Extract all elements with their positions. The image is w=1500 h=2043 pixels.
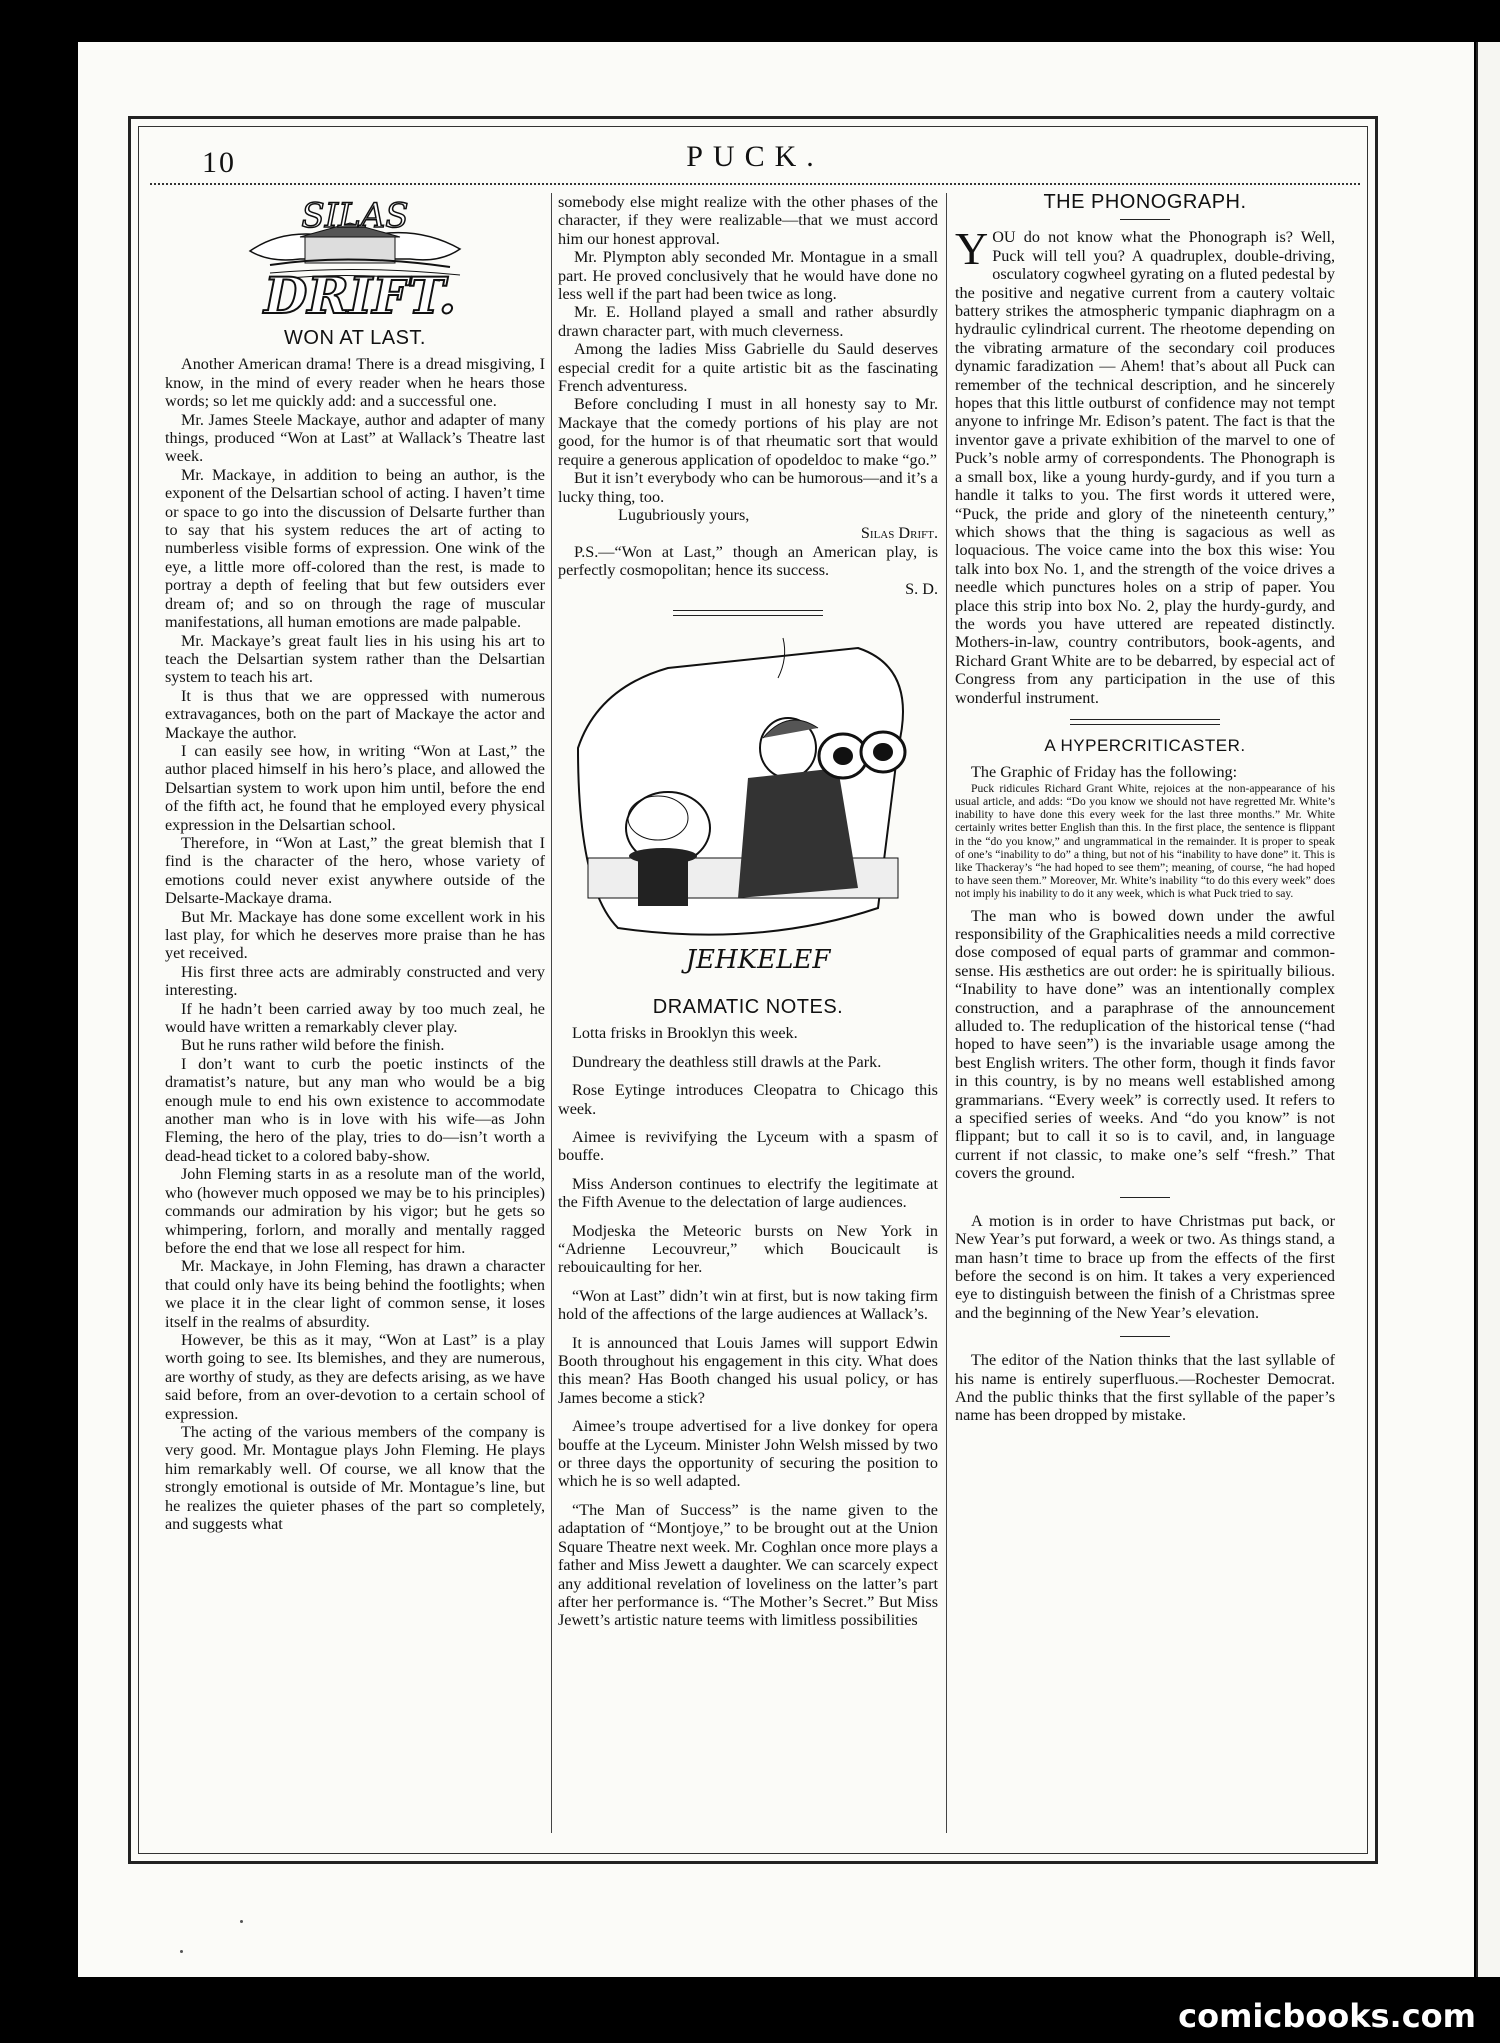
paragraph: It is thus that we are oppressed with numerous extravagances, both on the part of Mackaye the actor and Mackaye the author. xyxy=(165,686,545,742)
page-header xyxy=(150,140,1360,180)
note-item: Lotta frisks in Brooklyn this week. xyxy=(572,1024,798,1043)
cartoon-illustration xyxy=(558,628,938,988)
section-divider xyxy=(1070,719,1220,725)
drop-cap: Y xyxy=(955,223,989,275)
note-item: Modjeska the Meteoric bursts on New York in “Adrienne Lecouvreur,” which Boucicault is rebouicaulting for her. xyxy=(558,1221,938,1277)
paragraph: His first three acts are admirably constructed and very interesting. xyxy=(165,962,545,1000)
note-item: “The Man of Success” is the name given to the adaptation of “Montjoye,” to be brought out at the Union Square Theatre next week. Mr. Coghlan once more plays a father and Miss Jewett a daughter. We can scarcely expect any additional revelation of loveliness on the latter’s part after her performance is. “The Mother’s Secret.” But Miss Jewett’s artistic nature teems with limitless possibilities xyxy=(558,1500,938,1630)
paragraph: I don’t want to curb the poetic instincts of the dramatist’s nature, but any man who would be a big enough mule to end his own existence to accommodate another man who is in love with his wife—as John Fleming, the hero of the play, tries to do—isn’t worth a dead-head ticket to a colored baby-show. xyxy=(165,1054,545,1165)
note-item: “Won at Last” didn’t win at first, but is now taking firm hold of the affections of the large audiences at Wallack’s. xyxy=(558,1286,938,1324)
phonograph-article xyxy=(955,223,1335,707)
section-divider xyxy=(673,610,823,616)
paragraph: However, be this as it may, “Won at Last” is a play worth going to see. Its blemishes, and they are numerous, are worthy of study, as they are defects arising, as we have said before, from an over-devotion to a certain school of expression. xyxy=(165,1330,545,1423)
paragraph: The man who is bowed down under the awful responsibility of the Graphicalities needs a mild corrective dose composed of equal parts of grammar and common-sense. His æsthetics are out order: he is spiritually bilious. “Inability to have done” was an intentionally complex construction, and a paraphrase of the announcement alluded to. The reduplication of the historical tense (“had hoped to have seen”) is the invariable usage among the best English writers. The other form, though it finds favor in this country, is by no means well established among grammarians. “Every week” is correctly used. It refers to a specified series of weeks. And “do you know” is not flippant; but to call it so is to cavil, and, in language current if not classic, to make one’s self “fresh.” That covers the ground. xyxy=(955,906,1335,1183)
note-item: Rose Eytinge introduces Cleopatra to Chicago this week. xyxy=(558,1081,938,1118)
paragraph: Mr. Mackaye, in addition to being an author, is the exponent of the Delsartian school of acting. I haven’t time or space to go into the discussion of Delsarte further than to say that his system reduces the art of acting to numberless visible forms of expression. One wink of the eye, a little more off-colored than the rest, is made to portray a depth of feeling that but few outsiders ever dream of; and so on through the rage of muscular manifestations, all human emotions are made palpable. xyxy=(165,465,545,632)
paragraph: John Fleming starts in as a resolute man of the world, who (however much opposed we may be to his principles) commands our admiration by his vigor; but he gets so whimpering, forlorn, and morally and mentally ragged before the end that we lose all respect for him. xyxy=(165,1165,545,1257)
cartoon-signature: JEHKELEF xyxy=(685,944,831,975)
paragraph: If he hadn’t been carried away by too much zeal, he would have written a remarkably clever play. xyxy=(165,999,545,1037)
print-speck xyxy=(240,1920,243,1923)
note-item: Miss Anderson continues to electrify the legitimate at the Fifth Avenue to the delectation of large audiences. xyxy=(558,1174,938,1212)
postscript: P.S.—“Won at Last,” though an American play, is perfectly cosmopolitan; hence its success. xyxy=(558,542,938,580)
paragraph: The acting of the various members of the company is very good. Mr. Montague plays John Fleming. He plays him remarkably well. Of course, we all know that the strongly emotional is outside of Mr. Montague’s line, but he realizes the quieter phases of the part so completely, and suggests what xyxy=(165,1422,545,1533)
column-2 xyxy=(558,193,938,1640)
short-rule xyxy=(1120,1336,1170,1337)
hypercriticaster-headline: A HYPERCRITICASTER. xyxy=(1044,735,1246,755)
paragraph: Mr. E. Holland played a small and rather absurdly drawn character part, with much cleverness. xyxy=(558,303,938,340)
signature: Silas Drift. xyxy=(860,524,938,543)
masthead-title: PUCK. xyxy=(686,140,824,173)
column-1 xyxy=(165,193,545,1533)
page-number: 10 xyxy=(202,146,236,179)
column-divider-1 xyxy=(551,193,552,1833)
paragraph: But it isn’t everybody who can be humorous—and it’s a lucky thing, too. xyxy=(558,469,938,506)
paragraph: Mr. James Steele Mackaye, author and adapter of many things, produced “Won at Last” at Wallack’s Theatre last week. xyxy=(165,410,545,466)
dramatic-notes-headline: DRAMATIC NOTES. xyxy=(652,995,844,1018)
closing-line: Lugubriously yours, xyxy=(618,505,750,524)
header-rule xyxy=(150,183,1360,185)
postscript-initials: S. D. xyxy=(905,579,938,598)
paragraph: Another American drama! There is a dread misgiving, I know, in the mind of every reader when he hears those words; so let me quickly add: and a successful one. xyxy=(165,355,545,411)
note-item: Aimee’s troupe advertised for a live donkey for opera bouffe at the Lyceum. Minister John Welsh missed by two or three days the opportunity of securing the position to which he is so well adapted. xyxy=(558,1417,938,1491)
paragraph: Mr. Mackaye’s great fault lies in his using his art to teach the Delsartian system rather than the Delsartian system to teach his art. xyxy=(165,631,545,687)
note-item: Aimee is revivifying the Lyceum with a spasm of bouffe. xyxy=(558,1127,938,1165)
short-rule xyxy=(1120,219,1170,220)
paragraph: But he runs rather wild before the finish. xyxy=(181,1036,445,1055)
note-item: It is announced that Louis James will support Edwin Booth throughout his engagement in this city. What does this mean? Has Booth changed his usual policy, or has James become a stick? xyxy=(558,1333,938,1407)
paragraph: Among the ladies Miss Gabrielle du Sauld deserves especial credit for a quite artistic bit as the fascinating French adventuress. xyxy=(558,340,938,396)
note-item: Dundreary the deathless still drawls at the Park. xyxy=(572,1052,882,1071)
paragraph: Mr. Plympton ably seconded Mr. Montague in a small part. He proved conclusively that he would have done no less well if the part had been twice as long. xyxy=(558,248,938,304)
svg-text:DRIFT.: DRIFT. xyxy=(264,266,456,323)
watermark: comicbooks.com xyxy=(1178,1997,1476,2035)
phonograph-text: OU do not know what the Phonograph is? Well, Puck will tell you? A quadruplex, double-driving, osculatory cogwheel gyrating on a fluted pedestal by the positive and negative current from a cautery voltaic battery strikes the atmospheric tympanic diaphragm on a hydraulic cylindrical current. The rheotome depending on the vibrating armature of the secondary coil produces dynamic faradization — Ahem! that’s about all Puck can remember of the technical description, and he sincerely hopes that this little outburst of confidence may not tempt anyone to infringe Mr. Edison’s patent. The fact is that the inventor gave a private exhibition of the marvel to one of Puck’s noble army of correspondents. The Phonograph is a small box, like a young hurdy-gurdy, and if you turn a handle it talks to you. The first words it uttered were, “Puck, the pride and glory of the nineteenth century,” which shows that the thing is sagacious as well as loquacious. The voice came into the box this wise: You talk into box No. 1, and the strength of the voice drives a needle which punctures holes on a strip of paper. You place this strip into box No. 2, play the hurdy-gurdy, and the words you have uttered are repeated distinctly. Mothers-in-law, country contributors, book-agents, and Richard Grant White are to be debarred, by especial act of Congress from any participation in the use of this wonderful instrument. xyxy=(955,228,1335,707)
short-rule xyxy=(1120,1197,1170,1198)
paragraph: But Mr. Mackaye has done some excellent work in his last play, for which he deserves more praise than he has yet received. xyxy=(165,907,545,963)
paragraph: Therefore, in “Won at Last,” the great blemish that I find is the character of the hero, whose variety of emotions could never exist anywhere outside of the Delsarte-Mackaye drama. xyxy=(165,833,545,908)
paragraph: A motion is in order to have Christmas put back, or New Year’s put forward, a week or two. As things stand, a man hasn’t time to brace up from the effects of the first before the second is on him. It takes a very experienced eye to distinguish between the finish of a Christmas spree and the beginning of the New Year’s elevation. xyxy=(955,1211,1335,1322)
dramatic-notes-list xyxy=(558,1024,938,1629)
column-divider-2 xyxy=(946,193,947,1833)
won-at-last-headline: WON AT LAST. xyxy=(284,327,426,349)
graphic-quote: Puck ridicules Richard Grant White, rejoices at the non-appearance of his usual article, and adds: “Do you know we should not have regretted Mr. White’s inability to have done this every week for the last three months.” Mr. White certainly writes better English than this. In the first place, the sentence is flippant in the “do you know,” and ungrammatical in the remainder. It is proper to speak of one’s “inability to do” a thing, but not of his “inability to have done” it. This is like Thackeray’s “he had hoped to see them”; meaning, of course, “he had hoped to have seen them.” Moreover, Mr. White’s inability “to do this every week” does not imply his inability to do it any week, which is what Puck tried to say. xyxy=(955,781,1335,901)
adjacent-page-edge xyxy=(1476,42,1500,1977)
paragraph: somebody else might realize with the other phases of the character, if they were realizable—that we must accord him our honest approval. xyxy=(558,193,938,248)
paragraph: I can easily see how, in writing “Won at Last,” the author placed himself in his hero’s place, and allowed the Delsartian system to work upon him until, before the end of the fifth act, he found that he employed every physical expression in the Delsartian school. xyxy=(165,741,545,834)
paragraph: Mr. Mackaye, in John Fleming, has drawn a character that could only have its being behind the footlights; when we place it in the clear light of common sense, it loses itself in the realms of absurdity. xyxy=(165,1257,545,1331)
paragraph: The editor of the Nation thinks that the last syllable of his name is entirely superfluous.—Rochester Democrat. And the public thinks that the first syllable of the paper’s name has been dropped by mistake. xyxy=(955,1351,1335,1425)
print-speck xyxy=(180,1950,183,1953)
graphic-intro: The Graphic of Friday has the following: xyxy=(971,763,1238,782)
svg-text:SILAS: SILAS xyxy=(301,196,409,236)
column-3 xyxy=(955,193,1335,1425)
phonograph-headline: THE PHONOGRAPH. xyxy=(1043,191,1247,213)
paragraph: Before concluding I must in all honesty say to Mr. Mackaye that the comedy portions of his play are not good, for the humor is of that rheumatic sort that would require a generous application of opodeldoc to make “go.” xyxy=(558,395,938,469)
silas-drift-title-art xyxy=(210,193,500,323)
silas-drift-illustration xyxy=(210,193,500,323)
